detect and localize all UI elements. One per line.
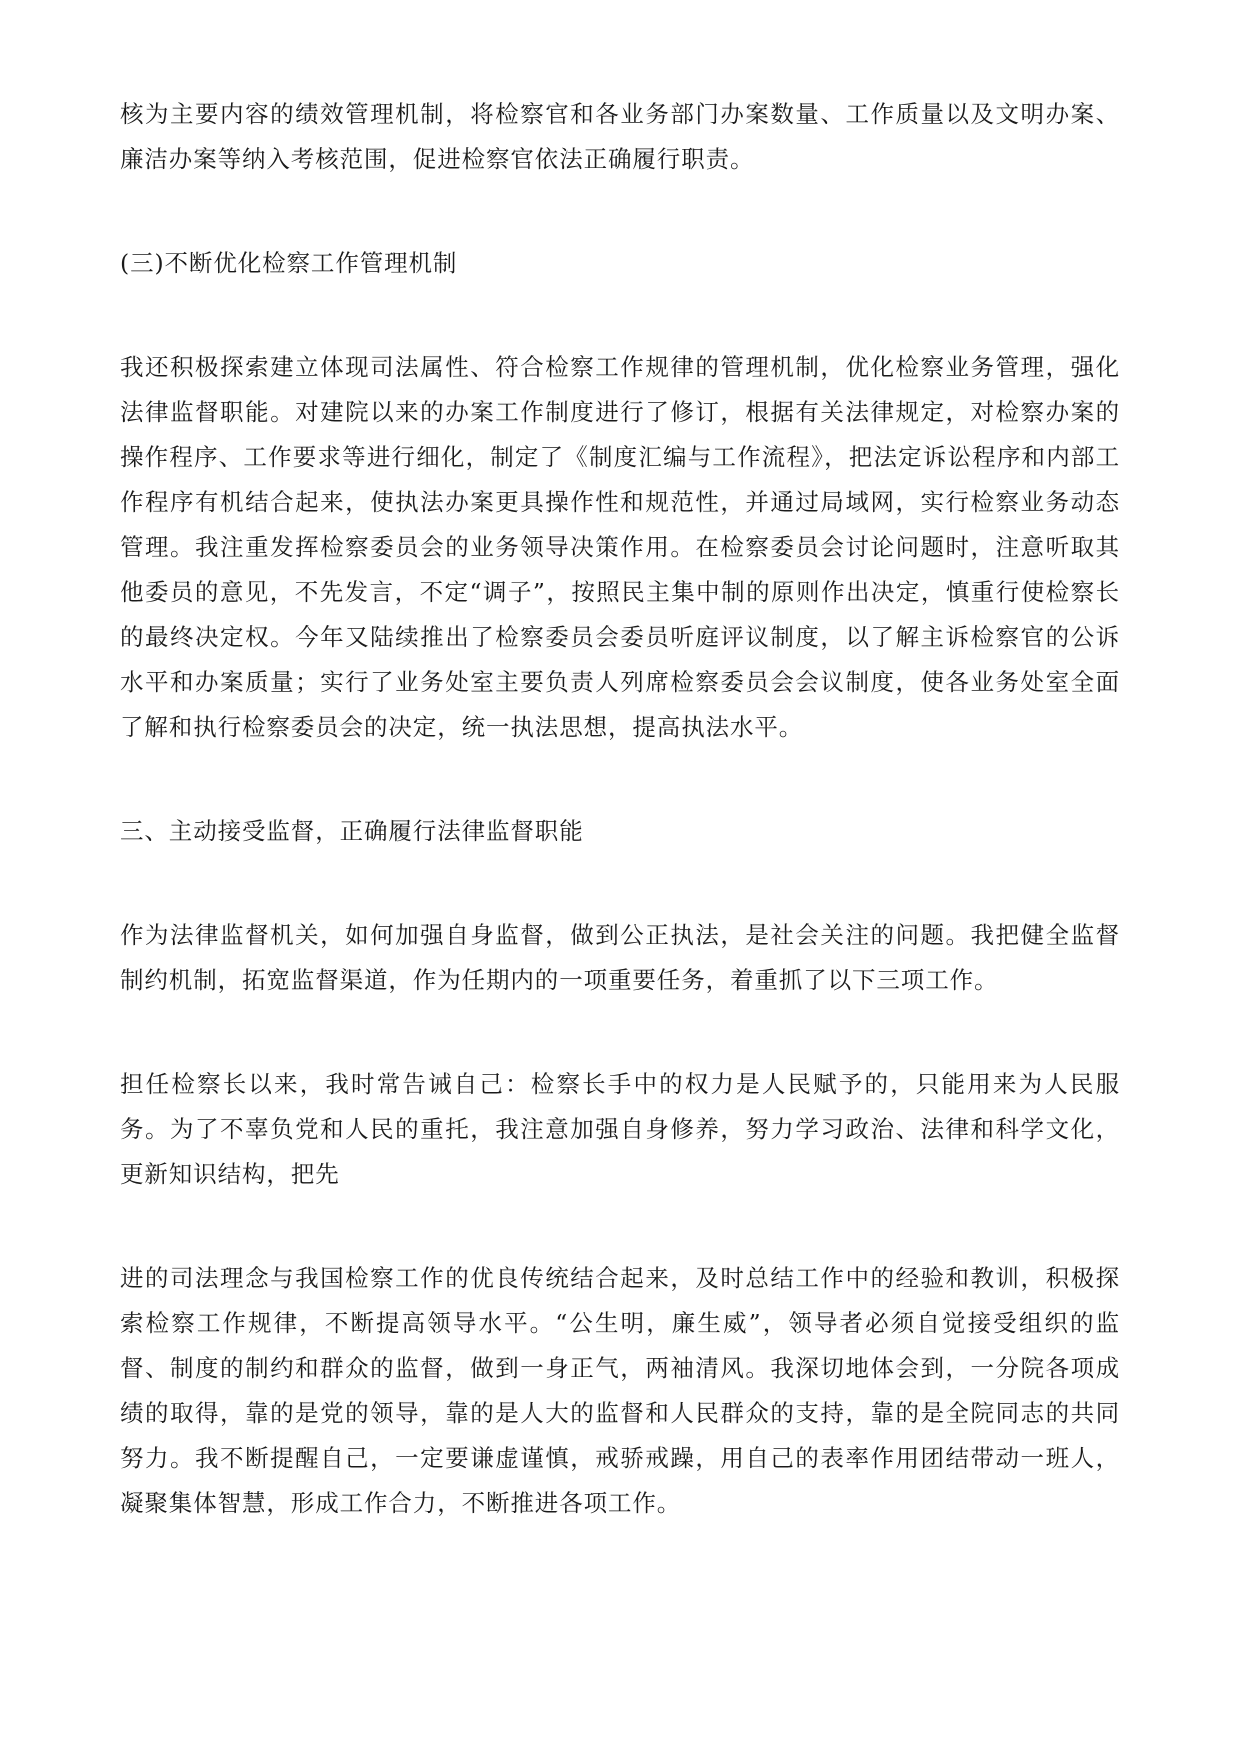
paragraph-management-details: 我还积极探索建立体现司法属性、符合检察工作规律的管理机制，优化检察业务管理，强化法律监督职能。对建院以来的办案工作制度进行了修订，根据有关法律规定，对检察办案的操作程序、工作要求等进行细化，制定了《制度汇编与工作流程》，把法定诉讼程序和内部工作程序有机结合起来，使执法办案更具操作性和规范性，并通过局域网，实行检察业务动态管理。我注重发挥检察委员会的业务领导决策作用。在检察委员会讨论问题时，注意听取其他委员的意见，不先发言，不定“调子”，按照民主集中制的原则作出决定，慎重行使检察长的最终决定权。今年又陆续推出了检察委员会委员听庭评议制度，以了解主诉检察官的公诉水平和办案质量；实行了业务处室主要负责人列席检察委员会会议制度，使各业务处室全面了解和执行检察委员会的决定，统一执法思想，提高执法水平。: [120, 353, 1120, 741]
paragraph-spacer: [120, 286, 1120, 345]
section-heading-management-mechanism: (三)不断优化检察工作管理机制: [120, 249, 458, 277]
section-heading-supervision: 三、主动接受监督，正确履行法律监督职能: [120, 817, 584, 845]
paragraph-supervision-intro: 作为法律监督机关，如何加强自身监督，做到公正执法，是社会关注的问题。我把健全监督制约机制，拓宽监督渠道，作为任期内的一项重要任务，着重抓了以下三项工作。: [120, 921, 1120, 994]
paragraph-spacer: [120, 854, 1120, 913]
paragraph-performance-mechanism: 核为主要内容的绩效管理机制，将检察官和各业务部门办案数量、工作质量以及文明办案、廉洁办案等纳入考核范围，促进检察官依法正确履行职责。: [120, 100, 1120, 173]
paragraph-spacer: [120, 750, 1120, 809]
paragraph-self-discipline: 担任检察长以来，我时常告诫自己：检察长手中的权力是人民赋予的，只能用来为人民服务。为了不辜负党和人民的重托，我注意加强自身修养，努力学习政治、法律和科学文化，更新知识结构，把先: [120, 1070, 1120, 1188]
paragraph-spacer: [120, 182, 1120, 241]
paragraph-spacer: [120, 1003, 1120, 1062]
document-page: [120, 92, 1120, 1526]
paragraph-leadership: 进的司法理念与我国检察工作的优良传统结合起来，及时总结工作中的经验和教训，积极探索检察工作规律，不断提高领导水平。“公生明，廉生威”，领导者必须自觉接受组织的监督、制度的制约和群众的监督，做到一身正气，两袖清风。我深切地体会到，一分院各项成绩的取得，靠的是党的领导，靠的是人大的监督和人民群众的支持，靠的是全院同志的共同努力。我不断提醒自己，一定要谦虚谨慎，戒骄戒躁，用自己的表率作用团结带动一班人，凝聚集体智慧，形成工作合力，不断推进各项工作。: [120, 1264, 1120, 1517]
paragraph-spacer: [120, 1197, 1120, 1256]
